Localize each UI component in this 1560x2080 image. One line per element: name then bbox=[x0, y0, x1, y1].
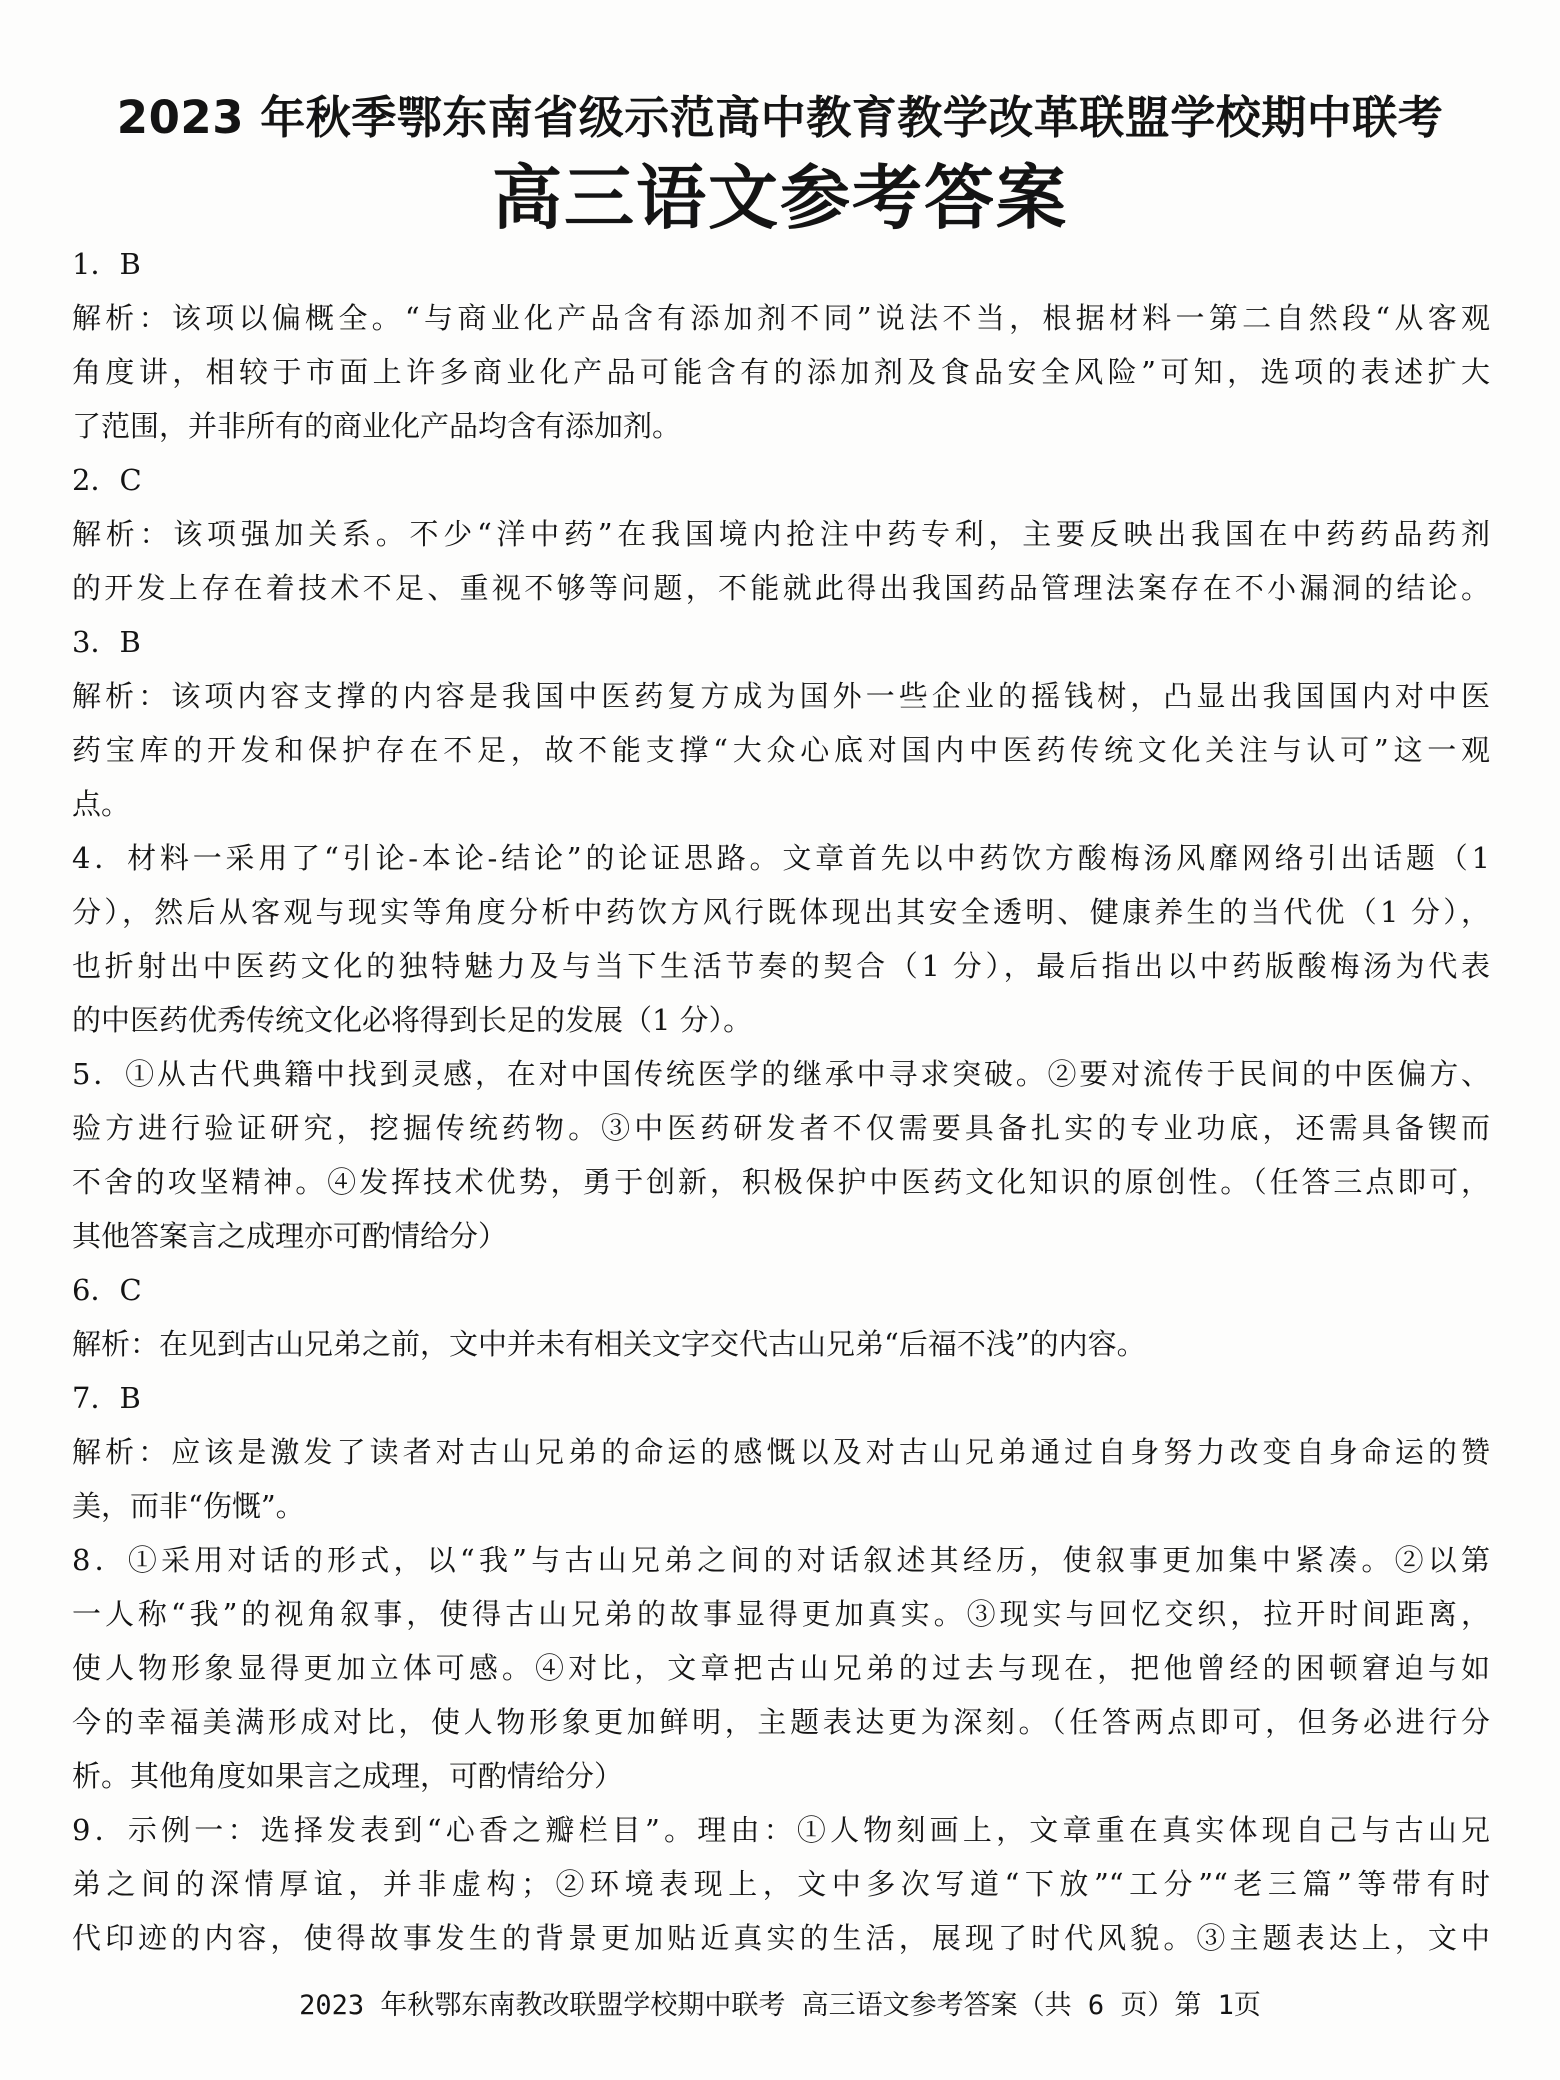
answer-line: 解析：该项以偏概全。“与商业化产品含有添加剂不同”说法不当，根据材料一第二自然段“从客观 bbox=[72, 301, 1490, 335]
page-footer: 2023 年秋鄂东南教改联盟学校期中联考 高三语文参考答案（共 6 页）第 1页 bbox=[299, 1990, 1261, 2021]
answer-line: 一人称“我”的视角叙事，使得古山兄弟的故事显得更加真实。③现实与回忆交织，拉开时间距离， bbox=[72, 1597, 1490, 1631]
answer-line: 的开发上存在着技术不足、重视不够等问题，不能就此得出我国药品管理法案存在不小漏洞的结论。 bbox=[72, 571, 1490, 605]
exam-title: 2023 年秋季鄂东南省级示范高中教育教学改革联盟学校期中联考 bbox=[116, 91, 1444, 144]
answer-line: 9．示例一：选择发表到“心香之瓣栏目”。理由：①人物刻画上，文章重在真实体现自己与古山兄 bbox=[72, 1813, 1490, 1847]
answer-line: 代印迹的内容，使得故事发生的背景更加贴近真实的生活，展现了时代风貌。③主题表达上，文中 bbox=[72, 1921, 1490, 1955]
answer-line: 其他答案言之成理亦可酌情给分） bbox=[72, 1219, 508, 1253]
answer-line: 的中医药优秀传统文化必将得到长足的发展（1 分）。 bbox=[72, 1003, 753, 1037]
answer-line: 解析：该项内容支撑的内容是我国中医药复方成为国外一些企业的摇钱树，凸显出我国国内对中医 bbox=[72, 679, 1490, 713]
answer-line: 8．①采用对话的形式，以“我”与古山兄弟之间的对话叙述其经历，使叙事更加集中紧凑。②以第 bbox=[72, 1543, 1490, 1577]
answer-line: 今的幸福美满形成对比，使人物形象更加鲜明，主题表达更为深刻。（任答两点即可，但务必进行分 bbox=[72, 1705, 1490, 1739]
answer-line: 解析：应该是激发了读者对古山兄弟的命运的感慨以及对古山兄弟通过自身努力改变自身命运的赞 bbox=[72, 1435, 1490, 1469]
document-title: 高三语文参考答案 bbox=[492, 157, 1068, 239]
answer-line: 也折射出中医药文化的独特魅力及与当下生活节奏的契合（1 分），最后指出以中药版酸梅汤为代表 bbox=[72, 949, 1490, 983]
answer-line: 角度讲，相较于市面上许多商业化产品可能含有的添加剂及食品安全风险”可知，选项的表述扩大 bbox=[72, 355, 1490, 389]
answer-line: 弟之间的深情厚谊，并非虚构；②环境表现上，文中多次写道“下放”“工分”“老三篇”等带有时 bbox=[72, 1867, 1490, 1901]
answer-line: 1．B bbox=[72, 247, 141, 281]
answer-line: 了范围，并非所有的商业化产品均含有添加剂。 bbox=[72, 409, 682, 443]
answer-line: 不舍的攻坚精神。④发挥技术优势，勇于创新，积极保护中医药文化知识的原创性。（任答三点即可， bbox=[72, 1165, 1490, 1199]
answer-line: 药宝库的开发和保护存在不足，故不能支撑“大众心底对国内中医药传统文化关注与认可”这一观 bbox=[72, 733, 1490, 767]
answer-line: 验方进行验证研究，挖掘传统药物。③中医药研发者不仅需要具备扎实的专业功底，还需具备锲而 bbox=[72, 1111, 1490, 1145]
answer-line: 点。 bbox=[72, 787, 131, 821]
answer-line: 解析：该项强加关系。不少“洋中药”在我国境内抢注中药专利，主要反映出我国在中药药品药剂 bbox=[72, 517, 1490, 551]
answer-line: 4．材料一采用了“引论-本论-结论”的论证思路。文章首先以中药饮方酸梅汤风靡网络引出话题（1 bbox=[72, 841, 1490, 875]
answer-line: 解析：在见到古山兄弟之前，文中并未有相关文字交代古山兄弟“后福不浅”的内容。 bbox=[72, 1327, 1146, 1361]
answer-line: 7．B bbox=[72, 1381, 141, 1415]
answer-body bbox=[72, 237, 1490, 1965]
answer-line: 美，而非“伤慨”。 bbox=[72, 1489, 305, 1523]
answer-line: 5．①从古代典籍中找到灵感，在对中国传统医学的继承中寻求突破。②要对流传于民间的中医偏方、 bbox=[72, 1057, 1490, 1091]
answer-line: 分），然后从客观与现实等角度分析中药饮方风行既体现出其安全透明、健康养生的当代优（1 分）， bbox=[72, 895, 1490, 929]
answer-line: 2．C bbox=[72, 463, 142, 497]
answer-line: 使人物形象显得更加立体可感。④对比，文章把古山兄弟的过去与现在，把他曾经的困顿窘迫与如 bbox=[72, 1651, 1490, 1685]
answer-line: 析。其他角度如果言之成理，可酌情给分） bbox=[72, 1759, 624, 1793]
answer-line: 6．C bbox=[72, 1273, 142, 1307]
answer-line: 3．B bbox=[72, 625, 141, 659]
